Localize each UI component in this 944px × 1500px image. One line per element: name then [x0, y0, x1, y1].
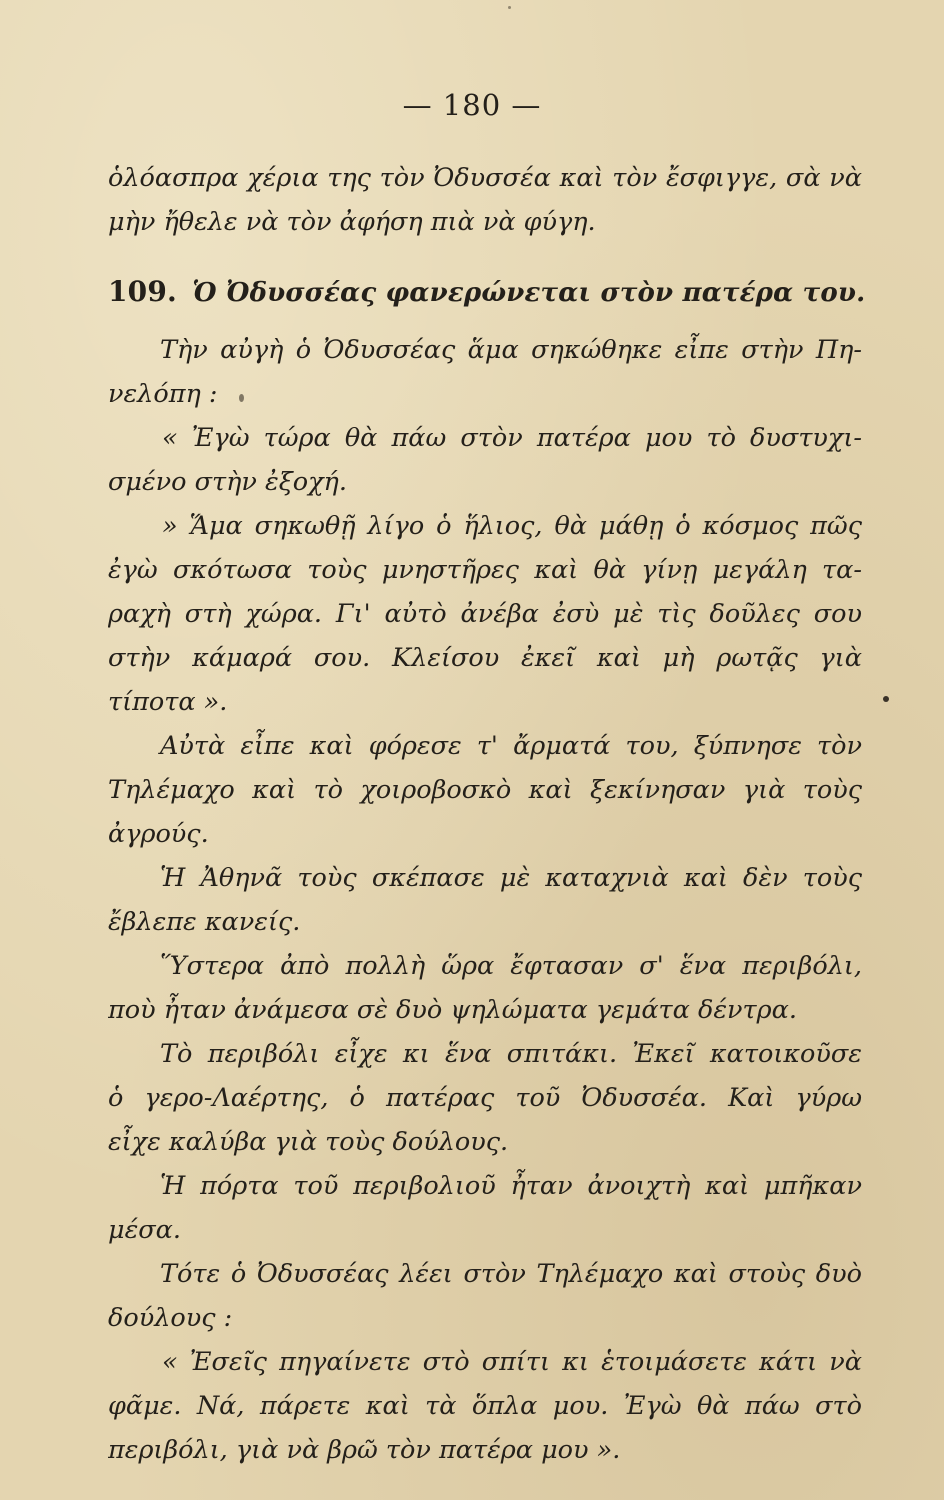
text-line: Τότε ὁ Ὀδυσσέας λέει στὸν Τηλέμαχο καὶ στοὺς δυὸ	[160, 1259, 862, 1289]
text-line: Ἡ πόρτα τοῦ περιβολιοῦ ἦταν ἀνοιχτὴ καὶ μπῆκαν	[160, 1171, 862, 1201]
text-line: ποὺ ἦταν ἀνάμεσα σὲ δυὸ ψηλώματα γεμάτα δέντρα.	[108, 995, 797, 1025]
ink-speck	[508, 6, 511, 9]
text-line: τίποτα ».	[108, 687, 228, 717]
text-line: Ἡ Ἀθηνᾶ τοὺς σκέπασε μὲ καταχνιὰ καὶ δὲν τοὺς	[160, 863, 862, 893]
text-line: ἐγὼ σκότωσα τοὺς μνηστῆρες καὶ θὰ γίνῃ μεγάλη τα-	[108, 555, 862, 585]
text-line: εἶχε καλύβα γιὰ τοὺς δούλους.	[108, 1127, 509, 1157]
text-line: φᾶμε. Νά, πάρετε καὶ τὰ ὅπλα μου. Ἐγὼ θὰ πάω στὸ	[108, 1391, 862, 1421]
text-line: Τὸ περιβόλι εἶχε κι ἕνα σπιτάκι. Ἐκεῖ κατοικοῦσε	[160, 1039, 862, 1069]
ink-speck	[239, 394, 244, 402]
text-line: ἀγρούς.	[108, 819, 209, 849]
text-line: στὴν κάμαρά σου. Κλείσου ἐκεῖ καὶ μὴ ρωτᾷς γιὰ	[108, 643, 862, 673]
text-line: » Ἅμα σηκωθῇ λίγο ὁ ἥλιος, θὰ μάθῃ ὁ κόσμος πῶς	[162, 511, 862, 541]
text-line: νελόπη :	[108, 379, 218, 409]
text-line: ὁ γερο-Λαέρτης, ὁ πατέρας τοῦ Ὀδυσσέα. Καὶ γύρω	[108, 1083, 862, 1113]
text-line: ὁλόασπρα χέρια της τὸν Ὀδυσσέα καὶ τὸν ἔσφιγγε, σὰ νὰ	[108, 163, 862, 193]
text-line: δούλους :	[108, 1303, 233, 1333]
text-line: Τηλέμαχο καὶ τὸ χοιροβοσκὸ καὶ ξεκίνησαν γιὰ τοὺς	[108, 775, 862, 805]
section-title: Ὁ Ὀδυσσέας φανερώνεται στὸν πατέρα του.	[192, 278, 866, 308]
text-line: σμένο στὴν ἐξοχή.	[108, 467, 347, 497]
text-line: Αὐτὰ εἶπε καὶ φόρεσε τ' ἄρματά του, ξύπνησε τὸν	[160, 731, 862, 761]
text-line: μὴν ἤθελε νὰ τὸν ἀφήση πιὰ νὰ φύγη.	[108, 207, 596, 237]
text-line: ἔβλεπε κανείς.	[108, 907, 301, 937]
text-line: μέσα.	[108, 1215, 181, 1245]
text-line: Τὴν αὐγὴ ὁ Ὀδυσσέας ἅμα σηκώθηκε εἶπε στὴν Πη-	[160, 335, 862, 365]
ink-speck	[883, 696, 889, 702]
text-line: ραχὴ στὴ χώρα. Γι' αὐτὸ ἀνέβα ἐσὺ μὲ τὶς δοῦλες σου	[108, 599, 862, 629]
page-number: — 180 —	[402, 88, 542, 122]
page-text	[108, 156, 866, 1472]
section-heading	[108, 270, 866, 314]
text-line: « Ἐγὼ τώρα θὰ πάω στὸν πατέρα μου τὸ δυστυχι-	[162, 423, 862, 453]
text-line: « Ἐσεῖς πηγαίνετε στὸ σπίτι κι ἑτοιμάσετε κάτι νὰ	[162, 1347, 862, 1377]
text-line: Ὕστερα ἀπὸ πολλὴ ὥρα ἔφτασαν σ' ἕνα περιβόλι,	[160, 951, 862, 981]
text-line: περιβόλι, γιὰ νὰ βρῶ τὸν πατέρα μου ».	[108, 1435, 621, 1465]
section-number: 109.	[108, 275, 177, 308]
